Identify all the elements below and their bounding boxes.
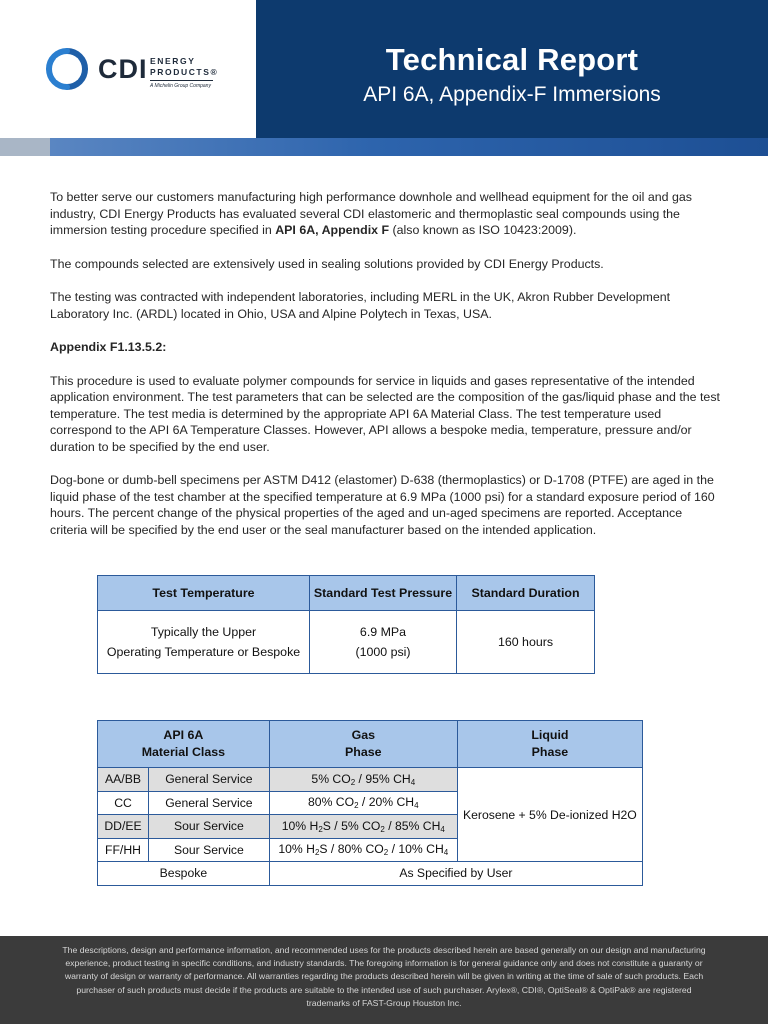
report-header bbox=[0, 0, 768, 156]
pressure-line-2: (1000 psi) bbox=[355, 645, 411, 659]
gas-composition: 10% $H_2S / 5\%$ $CO_2 / 85\%$ $CH_4$ bbox=[269, 815, 457, 839]
intro-text-b: (also known as ISO 10423:2009). bbox=[389, 223, 577, 237]
logo-energy-products bbox=[150, 56, 218, 78]
labs-paragraph: The testing was contracted with independent laboratories, including MERL in the UK, Akron Rubber Development Laboratory Inc. (ARDL) located in Ohio, USA and Alpine Polytech in Texas, USA. bbox=[50, 290, 671, 321]
material-code: AA/BB bbox=[98, 768, 149, 792]
title-panel bbox=[256, 0, 768, 138]
logo-area bbox=[0, 0, 256, 138]
logo-divider bbox=[150, 80, 213, 81]
header-gas-line-1: Gas bbox=[351, 728, 375, 742]
header-stripe-grey bbox=[0, 138, 50, 156]
cell-test-temperature bbox=[98, 611, 310, 674]
gas-composition: 5% $CO_2 / 95\%$ $CH_4$ bbox=[269, 768, 457, 792]
header-material-class bbox=[98, 721, 270, 768]
page-subtitle: API 6A, Appendix-F Immersions bbox=[363, 83, 661, 106]
material-code: FF/HH bbox=[98, 838, 149, 862]
header-class-line-1: API 6A bbox=[163, 728, 204, 742]
page-title: Technical Report bbox=[385, 42, 639, 77]
header-gas-phase bbox=[269, 721, 457, 768]
intro-text-a: To better serve our customers manufacturing high performance downhole and wellhead equipment for the oil and gas industry, CDI Energy Products has evaluated several CDI elastomeric and thermoplastic seal compounds using the immersion testing procedure specified in bbox=[50, 190, 692, 237]
header-liquid-line-1: Liquid bbox=[531, 728, 569, 742]
bespoke-cell: Bespoke bbox=[98, 862, 270, 886]
compounds-paragraph: The compounds selected are extensively used in sealing solutions provided by CDI Energy Products. bbox=[50, 256, 604, 271]
intro-text-bold: API 6A, Appendix F bbox=[275, 223, 390, 237]
intro-paragraph bbox=[50, 189, 722, 239]
cell-test-pressure bbox=[310, 611, 457, 674]
temp-line-1: Typically the Upper bbox=[150, 625, 257, 639]
header-standard-test-pressure: Standard Test Pressure bbox=[310, 576, 457, 611]
logo-tagline: A Michelin Group Company bbox=[150, 83, 211, 89]
footer-disclaimer: The descriptions, design and performance information, and recommended uses for the products described herein are based generally on our design and manufacturing experience, product testing in specific conditions, and industry standards. The foregoing information is for general guidance only and does not constitute a guaranty or warranty of design or warranty of performance. All warranties regarding the products described herein will be given in writing at the time of sale of such products. Each purchaser of such products must decide if the products are suitable to the intended use of such purchaser. Arylex®, CDI®, OptiSeal® & OptiPak® are registered trademarks of FAST-Group Houston Inc. bbox=[62, 945, 706, 1008]
service-type: General Service bbox=[149, 791, 270, 815]
service-type: Sour Service bbox=[149, 815, 270, 839]
gas-composition: 10% $H_2S / 80\%$ $CO_2 / 10\%$ $CH_4$ bbox=[269, 838, 457, 862]
appendix-heading bbox=[50, 339, 722, 356]
header-liquid-phase bbox=[457, 721, 642, 768]
service-type: Sour Service bbox=[149, 838, 270, 862]
table-row bbox=[98, 768, 643, 792]
cdi-logo-icon bbox=[46, 48, 88, 90]
procedure-paragraph: This procedure is used to evaluate polymer compounds for service in liquids and gases representative of the intended application environment. The test parameters that can be selected are the composition of the gas/liquid phase and the test temperature. The test media is determined by the appropriate API 6A Material Class. The test temperature used correspond to the API 6A Temperature Classes. However, API allows a bespoke media, temperature, pressure and/or duration to be specified by the end user. bbox=[50, 373, 720, 454]
logo-products-text: PRODUCTS® bbox=[150, 67, 219, 77]
header-standard-duration: Standard Duration bbox=[457, 576, 595, 611]
service-type: General Service bbox=[149, 768, 270, 792]
as-specified-cell: As Specified by User bbox=[269, 862, 642, 886]
specimen-paragraph: Dog-bone or dumb-bell specimens per ASTM D412 (elastomer) D-638 (thermoplastics) or D-1708 (PTFE) are aged in the liquid phase of the test chamber at the specified temperature at 6.9 MPa (1000 psi) for a standard exposure period of 160 hours. The percent change of the physical properties of the aged and un-aged specimens are reported. Acceptance criteria will be specified by the end user or the seal manufacturer based on the intended application. bbox=[50, 473, 715, 537]
table-row bbox=[98, 862, 643, 886]
header-gas-line-2: Phase bbox=[345, 745, 382, 759]
test-conditions-table bbox=[97, 575, 595, 674]
liquid-phase-cell: Kerosene + 5% De-ionized H2O bbox=[457, 768, 642, 862]
appendix-heading-text: Appendix F1.13.5.2: bbox=[50, 340, 167, 354]
material-code: CC bbox=[98, 791, 149, 815]
material-class-table bbox=[97, 720, 643, 886]
gas-composition: 80% $CO_2 / 20\%$ $CH_4$ bbox=[269, 791, 457, 815]
report-body bbox=[50, 189, 722, 555]
header-class-line-2: Material Class bbox=[141, 745, 226, 759]
material-code: DD/EE bbox=[98, 815, 149, 839]
logo-energy-text: ENERGY bbox=[150, 56, 196, 66]
header-liquid-line-2: Phase bbox=[531, 745, 569, 759]
logo-cdi-text: CDI bbox=[98, 54, 148, 84]
cell-duration: 160 hours bbox=[457, 611, 595, 674]
temp-line-2: Operating Temperature or Bespoke bbox=[106, 645, 301, 659]
header-stripe-blue bbox=[50, 138, 768, 156]
header-test-temperature: Test Temperature bbox=[98, 576, 310, 611]
pressure-line-1: 6.9 MPa bbox=[359, 625, 407, 639]
